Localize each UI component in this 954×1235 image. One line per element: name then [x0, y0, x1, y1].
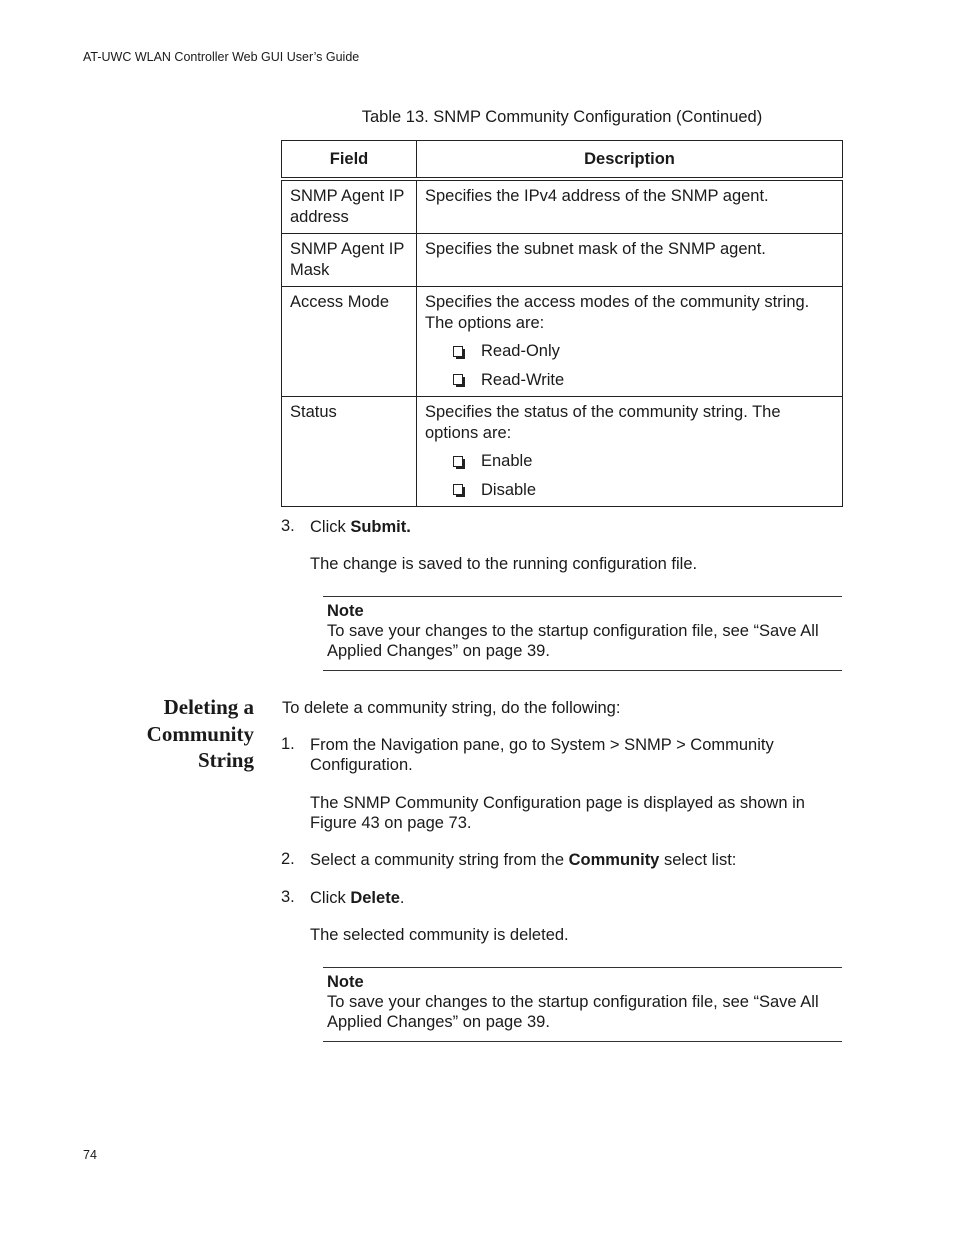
note-label: Note [327, 973, 364, 991]
step-text: select list: [659, 851, 737, 869]
section-heading: Deleting a Community String [146, 695, 254, 772]
running-header: AT-UWC WLAN Controller Web GUI User’s Guide [83, 50, 360, 64]
step-text: Click [310, 889, 351, 907]
step-number: 1. [281, 735, 295, 753]
column-header-field: Field [282, 141, 417, 180]
page-number: 74 [83, 1148, 97, 1162]
snmp-community-table [281, 140, 843, 507]
field-cell: SNMP Agent IP Mask [282, 234, 417, 287]
step-delete [310, 888, 404, 908]
step-result: The SNMP Community Configuration page is displayed as shown in Figure 43 on page 73. [310, 794, 805, 832]
description-cell [417, 397, 843, 507]
table-row [282, 234, 843, 287]
field-cell: Access Mode [282, 287, 417, 397]
checkbox-bullet-icon [453, 484, 463, 495]
description-text: Specifies the status of the community string. The options are: [425, 403, 781, 442]
option-item [425, 480, 834, 501]
step-submit [310, 517, 411, 537]
step-text: Select a community string from the [310, 851, 569, 869]
option-item [425, 451, 834, 472]
option-label: Enable [481, 452, 533, 470]
table-caption: Table 13. SNMP Community Configuration (Continued) [361, 108, 763, 126]
description-cell: Specifies the subnet mask of the SNMP agent. [417, 234, 843, 287]
description-text: Specifies the access modes of the community string. The options are: [425, 293, 810, 332]
checkbox-bullet-icon [453, 456, 463, 467]
option-label: Read-Write [481, 370, 565, 389]
note-text: To save your changes to the startup configuration file, see “Save All Applied Changes” on page 39. [327, 622, 819, 660]
step-text: . [399, 889, 405, 907]
step-text: From the Navigation pane, go to System > SNMP > Community Configuration. [310, 736, 774, 774]
section-intro: To delete a community string, do the following: [282, 699, 621, 717]
submit-term: Submit. [350, 518, 411, 536]
step-select-community [310, 850, 736, 870]
field-cell: SNMP Agent IP address [282, 179, 417, 234]
step-result: The selected community is deleted. [310, 926, 569, 944]
option-label: Disable [481, 480, 537, 499]
option-item [425, 370, 834, 391]
note-label: Note [327, 602, 364, 620]
checkbox-bullet-icon [453, 374, 463, 385]
step-result: The change is saved to the running configuration file. [310, 555, 698, 573]
note-text: To save your changes to the startup configuration file, see “Save All Applied Changes” on page 39. [327, 993, 819, 1031]
community-term: Community [568, 851, 660, 869]
delete-term: Delete [350, 889, 400, 907]
table-row [282, 179, 843, 234]
option-label: Read-Only [481, 342, 560, 360]
option-item [425, 341, 834, 362]
description-cell [417, 287, 843, 397]
checkbox-bullet-icon [453, 346, 463, 357]
column-header-description: Description [417, 141, 843, 180]
field-cell: Status [282, 397, 417, 507]
table-row [282, 287, 843, 397]
step-number: 3. [281, 888, 295, 906]
step-text: Click [310, 518, 351, 536]
table-row [282, 397, 843, 507]
step-number: 2. [281, 850, 295, 868]
note-box [323, 967, 842, 1042]
description-cell: Specifies the IPv4 address of the SNMP agent. [417, 179, 843, 234]
note-box [323, 596, 842, 671]
step-number: 3. [281, 517, 295, 535]
